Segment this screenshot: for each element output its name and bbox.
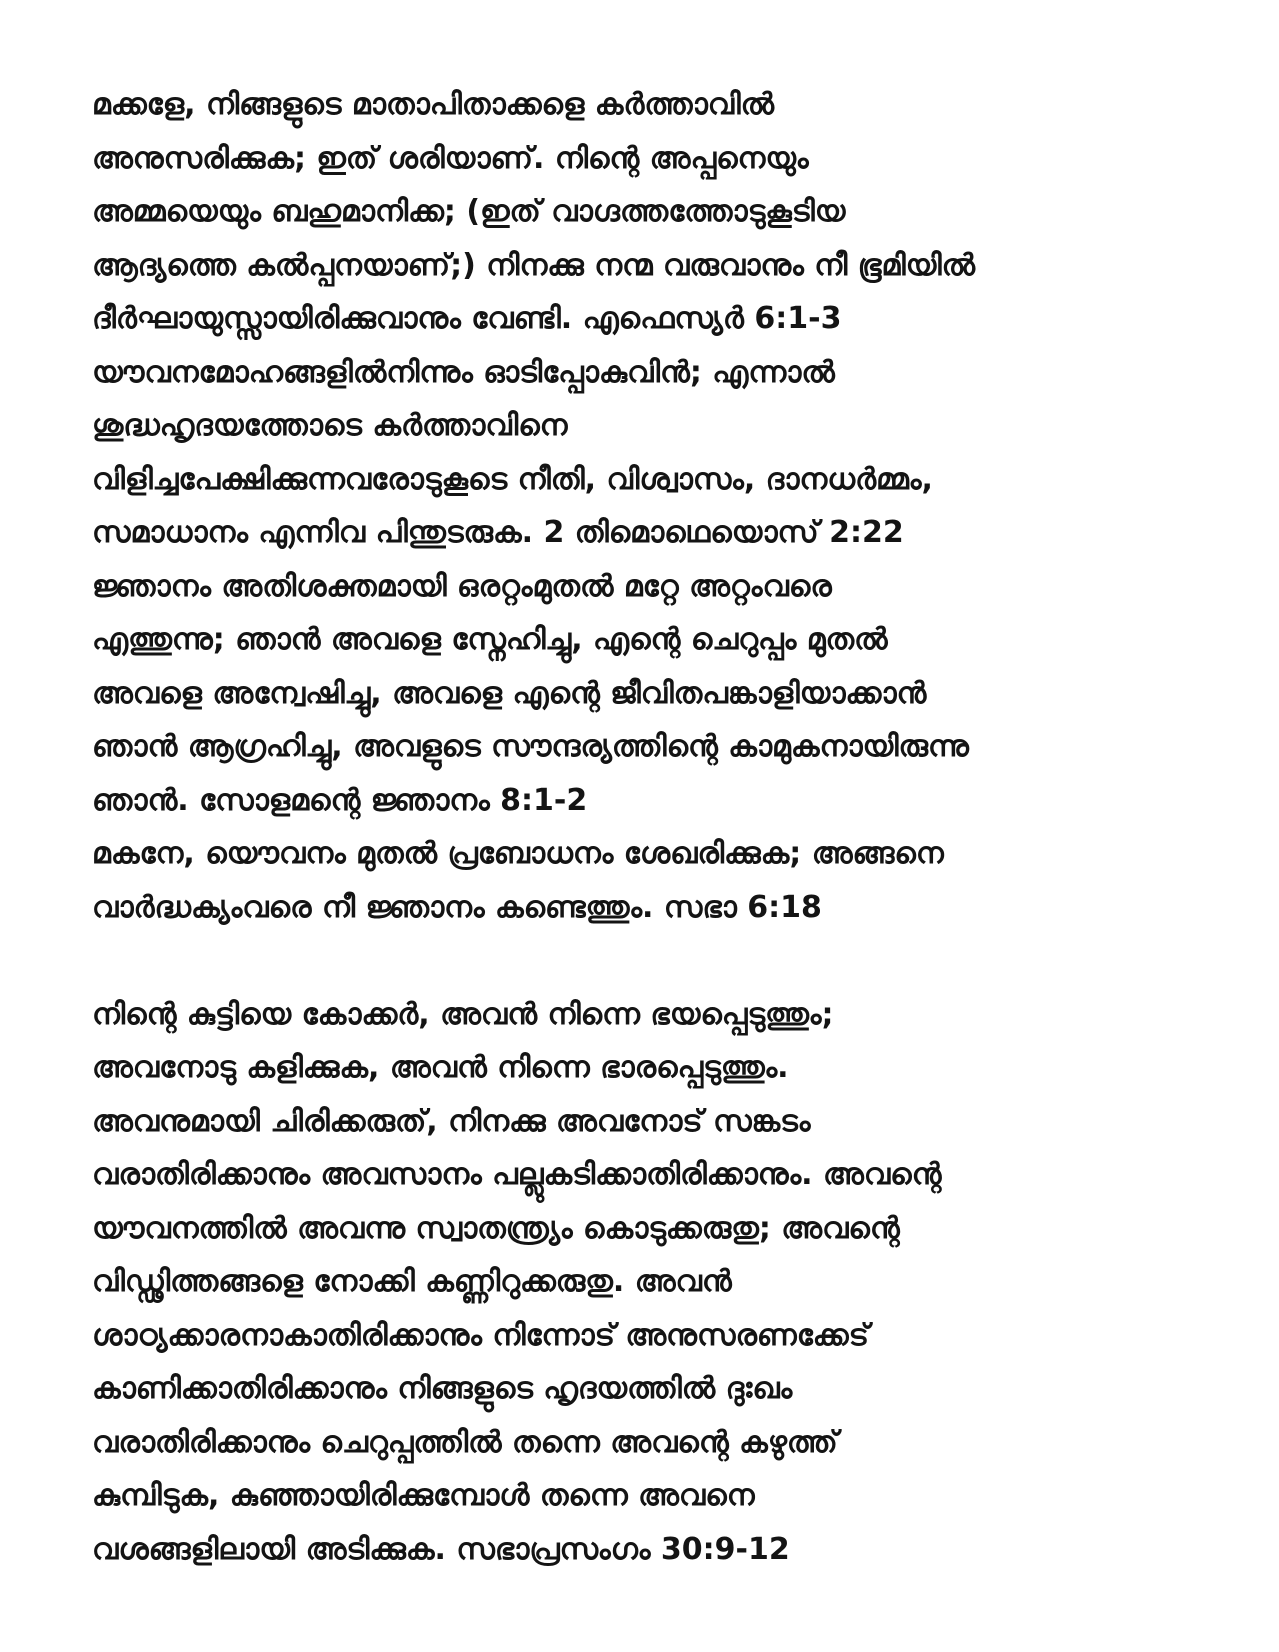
text-line: അവളെ അന്വേഷിച്ചു, അവളെ എന്റെ ജീവിതപങ്കാളിയാക്കാൻ <box>92 675 927 711</box>
text-line: വശങ്ങളിലായി അടിക്കുക. സഭാപ്രസംഗം 30:9-12 <box>92 1531 790 1567</box>
text-line: എത്തുന്നു; ഞാൻ അവളെ സ്നേഹിച്ചു, എന്റെ ചെറുപ്പം മുതൽ <box>92 622 888 657</box>
text-line: ആദ്യത്തെ കൽപ്പനയാണ്;) നിനക്കു നന്മ വരുവാനും നീ ഭൂമിയിൽ <box>92 247 976 283</box>
text-line: മകനേ, യൌവനം മുതൽ പ്രബോധനം ശേഖരിക്കുക; അങ്ങനെ <box>92 836 944 871</box>
text-line: അമ്മയെയും ബഹുമാനിക്ക; (ഇത് വാഗ്ദത്തത്തോടുകൂടിയ <box>92 194 846 229</box>
text-line: കാണിക്കാതിരിക്കാനും നിങ്ങളുടെ ഹൃദയത്തിൽ ദുഃഖം <box>92 1371 793 1406</box>
text-line: ശുദ്ധഹൃദയത്തോടെ കർത്താവിനെ <box>92 408 568 443</box>
text-line: വരാതിരിക്കാനും ചെറുപ്പത്തിൽ തന്നെ അവന്റെ കഴുത്ത് <box>92 1424 838 1460</box>
paragraph-2 <box>92 988 1222 1577</box>
text-line: യൗവനമോഹങ്ങളിൽനിന്നും ഓടിപ്പോകുവിൻ; എന്നാൽ <box>92 354 835 390</box>
text-line: ഞാൻ. സോളമന്റെ ജ്ഞാനം 8:1-2 <box>92 782 588 818</box>
text-line: അനുസരിക്കുക; ഇത് ശരിയാണ്. നിന്റെ അപ്പനെയും <box>92 140 809 176</box>
text-line: യൗവനത്തിൽ അവന്നു സ്വാതന്ത്ര്യം കൊടുക്കരുതു; അവന്റെ <box>92 1210 900 1246</box>
text-line: മക്കളേ, നിങ്ങളുടെ മാതാപിതാക്കളെ കർത്താവിൽ <box>92 87 775 122</box>
text-line: വാർദ്ധക്യംവരെ നീ ജ്ഞാനം കണ്ടെത്തും. സഭാ 6:18 <box>92 889 822 925</box>
text-line: സമാധാനം എന്നിവ പിന്തുടരുക. 2 തിമൊഥെയൊസ് 2:22 <box>92 515 904 550</box>
text-line: വരാതിരിക്കാനും അവസാനം പല്ലുകടിക്കാതിരിക്കാനും. അവന്റെ <box>92 1157 942 1192</box>
scripture-text-block <box>92 78 1222 1576</box>
text-line: അവനുമായി ചിരിക്കരുത്, നിനക്കു അവനോട് സങ്കടം <box>92 1103 811 1139</box>
text-line: അവനോടു കളിക്കുക, അവൻ നിന്നെ ഭാരപ്പെടുത്തും. <box>92 1050 789 1085</box>
text-line: വിഡ്ഢിത്തങ്ങളെ നോക്കി കണ്ണിറുക്കരുതു. അവൻ <box>92 1264 732 1299</box>
text-line: ശാഠ്യക്കാരനാകാതിരിക്കാനും നിന്നോട് അനുസരണക്കേട് <box>92 1317 869 1353</box>
text-line: ദീർഘായുസ്സായിരിക്കുവാനും വേണ്ടി. എഫെസ്യർ 6:1-3 <box>92 301 842 336</box>
text-line: ജ്ഞാനം അതിശക്തമായി ഒരറ്റംമുതൽ മറ്റേ അറ്റംവരെ <box>92 568 832 604</box>
text-line: കുമ്പിടുക, കുഞ്ഞായിരിക്കുമ്പോൾ തന്നെ അവനെ <box>92 1478 755 1513</box>
paragraph-1 <box>92 78 1222 934</box>
text-line: ഞാൻ ആഗ്രഹിച്ചു, അവളുടെ സൗന്ദര്യത്തിന്റെ കാമുകനായിരുന്നു <box>92 729 969 764</box>
text-line: നിന്റെ കുട്ടിയെ കോക്കർ, അവൻ നിന്നെ ഭയപ്പെടുത്തും; <box>92 996 834 1032</box>
paragraph-spacer <box>92 934 1222 988</box>
text-line: വിളിച്ചപേക്ഷിക്കുന്നവരോടുകൂടെ നീതി, വിശ്വാസം, ദാനധർമ്മം, <box>92 461 933 497</box>
